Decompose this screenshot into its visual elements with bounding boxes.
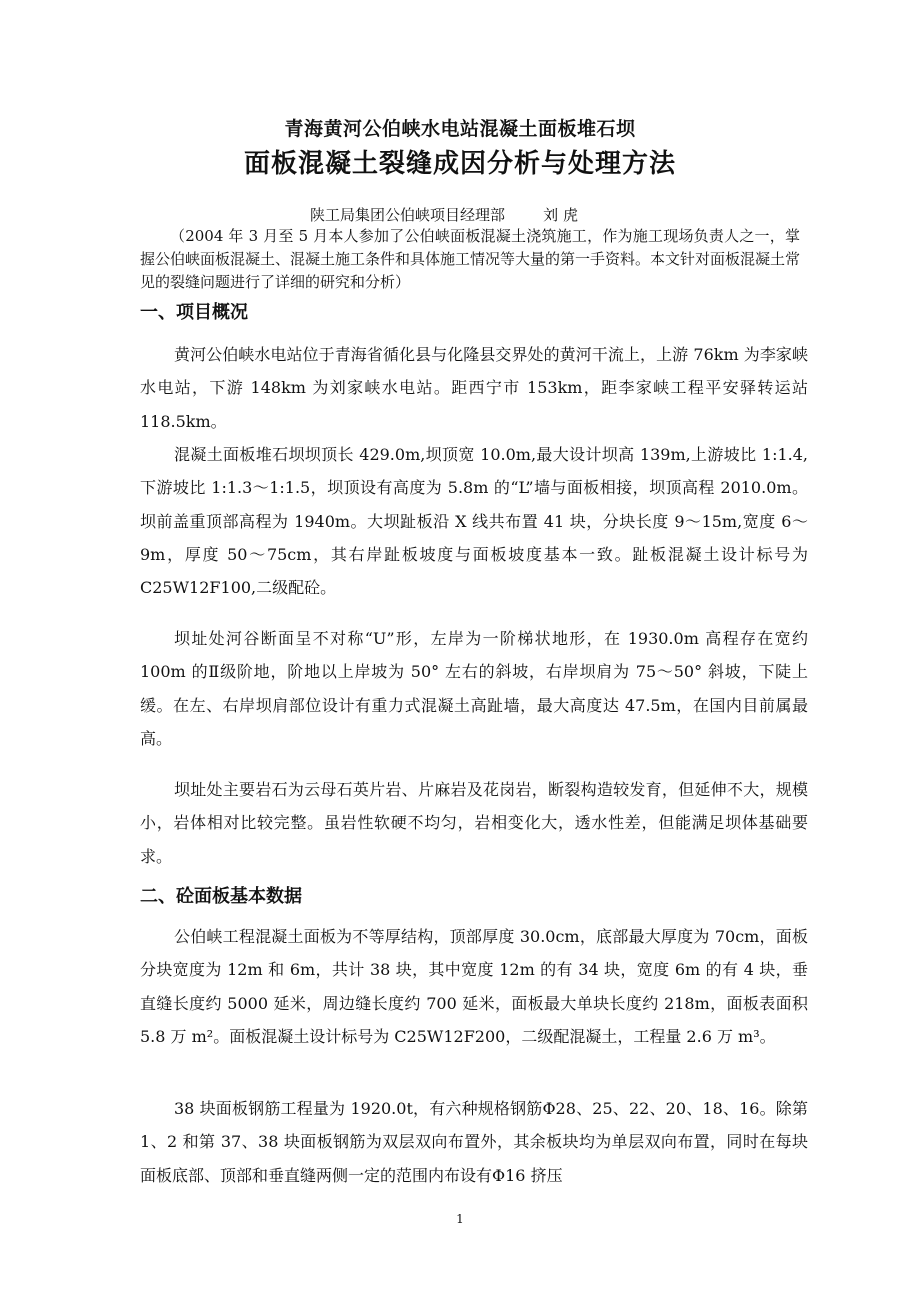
author-name: 刘 虎 [543,206,578,224]
section-heading-panel-data: 二、砼面板基本数据 [140,886,302,907]
paragraph-valley-section: 坝址处河谷断面呈不对称“U”形，左岸为一阶梯状地形，在 1930.0m 高程存在宽约 100m 的Ⅱ级阶地，阶地以上岸坡为 50° 左右的斜坡，右岸坝肩为 75～50° 斜坡，下陡上缓。在左、右岸坝肩部位设计有重力式混凝土高趾墙，最大高度达 47.5m，在国内目前属最高。 [140,629,808,748]
author-line [310,204,578,225]
page-number: 1 [456,1212,464,1226]
document-subtitle: 青海黄河公伯峡水电站混凝土面板堆石坝 [284,118,636,140]
paragraph-dam-structure: 混凝土面板堆石坝坝顶长 429.0m,坝顶宽 10.0m,最大设计坝高 139m,上游坡比 1:1.4,下游坡比 1:1.3～1:1.5，坝顶设有高度为 5.8m 的“L”墙与面板相接，坝顶高程 2010.0m。坝前盖重顶部高程为 1940m。大坝趾板沿 X 线共布置 41 块，分块长度 9～15m,宽度 6～9m，厚度 50～75cm，其右岸趾板坡度与面板坡度基本一致。趾板混凝土设计标号为 C25W12F100,二级配砼。 [140,445,808,598]
paragraph-panel-rebar: 38 块面板钢筋工程量为 1920.0t，有六种规格钢筋Φ28、25、22、20、18、16。除第 1、2 和第 37、38 块面板钢筋为双层双向布置外，其余板块均为单层双向布置，同时在每块面板底部、顶部和垂直缝两侧一定的范围内布设有Φ16 挤压 [140,1099,808,1185]
paragraph-geology: 坝址处主要岩石为云母石英片岩、片麻岩及花岗岩，断裂构造较发育，但延伸不大，规模小，岩体相对比较完整。虽岩性软硬不均匀，岩相变化大，透水性差，但能满足坝体基础要求。 [140,780,808,866]
author-organization: 陕工局集团公伯峡项目经理部 [310,206,506,224]
document-title: 面板混凝土裂缝成因分析与处理方法 [243,149,676,179]
section-heading-project-overview: 一、项目概况 [140,302,248,323]
paragraph-location: 黄河公伯峡水电站位于青海省循化县与化隆县交界处的黄河干流上，上游 76km 为李家峡水电站，下游 148km 为刘家峡水电站。距西宁市 153km，距李家峡工程平安驿转运站 118.5km。 [140,345,808,431]
abstract-paragraph: （2004 年 3 月至 5 月本人参加了公伯峡面板混凝土浇筑施工，作为施工现场负责人之一，掌握公伯峡面板混凝土、混凝土施工条件和具体施工情况等大量的第一手资料。本文针对面板混凝土常见的裂缝问题进行了详细的研究和分析） [140,227,801,291]
paragraph-panel-structure: 公伯峡工程混凝土面板为不等厚结构，顶部厚度 30.0cm，底部最大厚度为 70cm，面板分块宽度为 12m 和 6m，共计 38 块，其中宽度 12m 的有 34 块，宽度 6m 的有 4 块，垂直缝长度约 5000 延米，周边缝长度约 700 延米，面板最大单块长度约 218m，面板表面积 5.8 万 m²。面板混凝土设计标号为 C25W12F200，二级配混凝土，工程量 2.6 万 m³。 [140,927,808,1046]
